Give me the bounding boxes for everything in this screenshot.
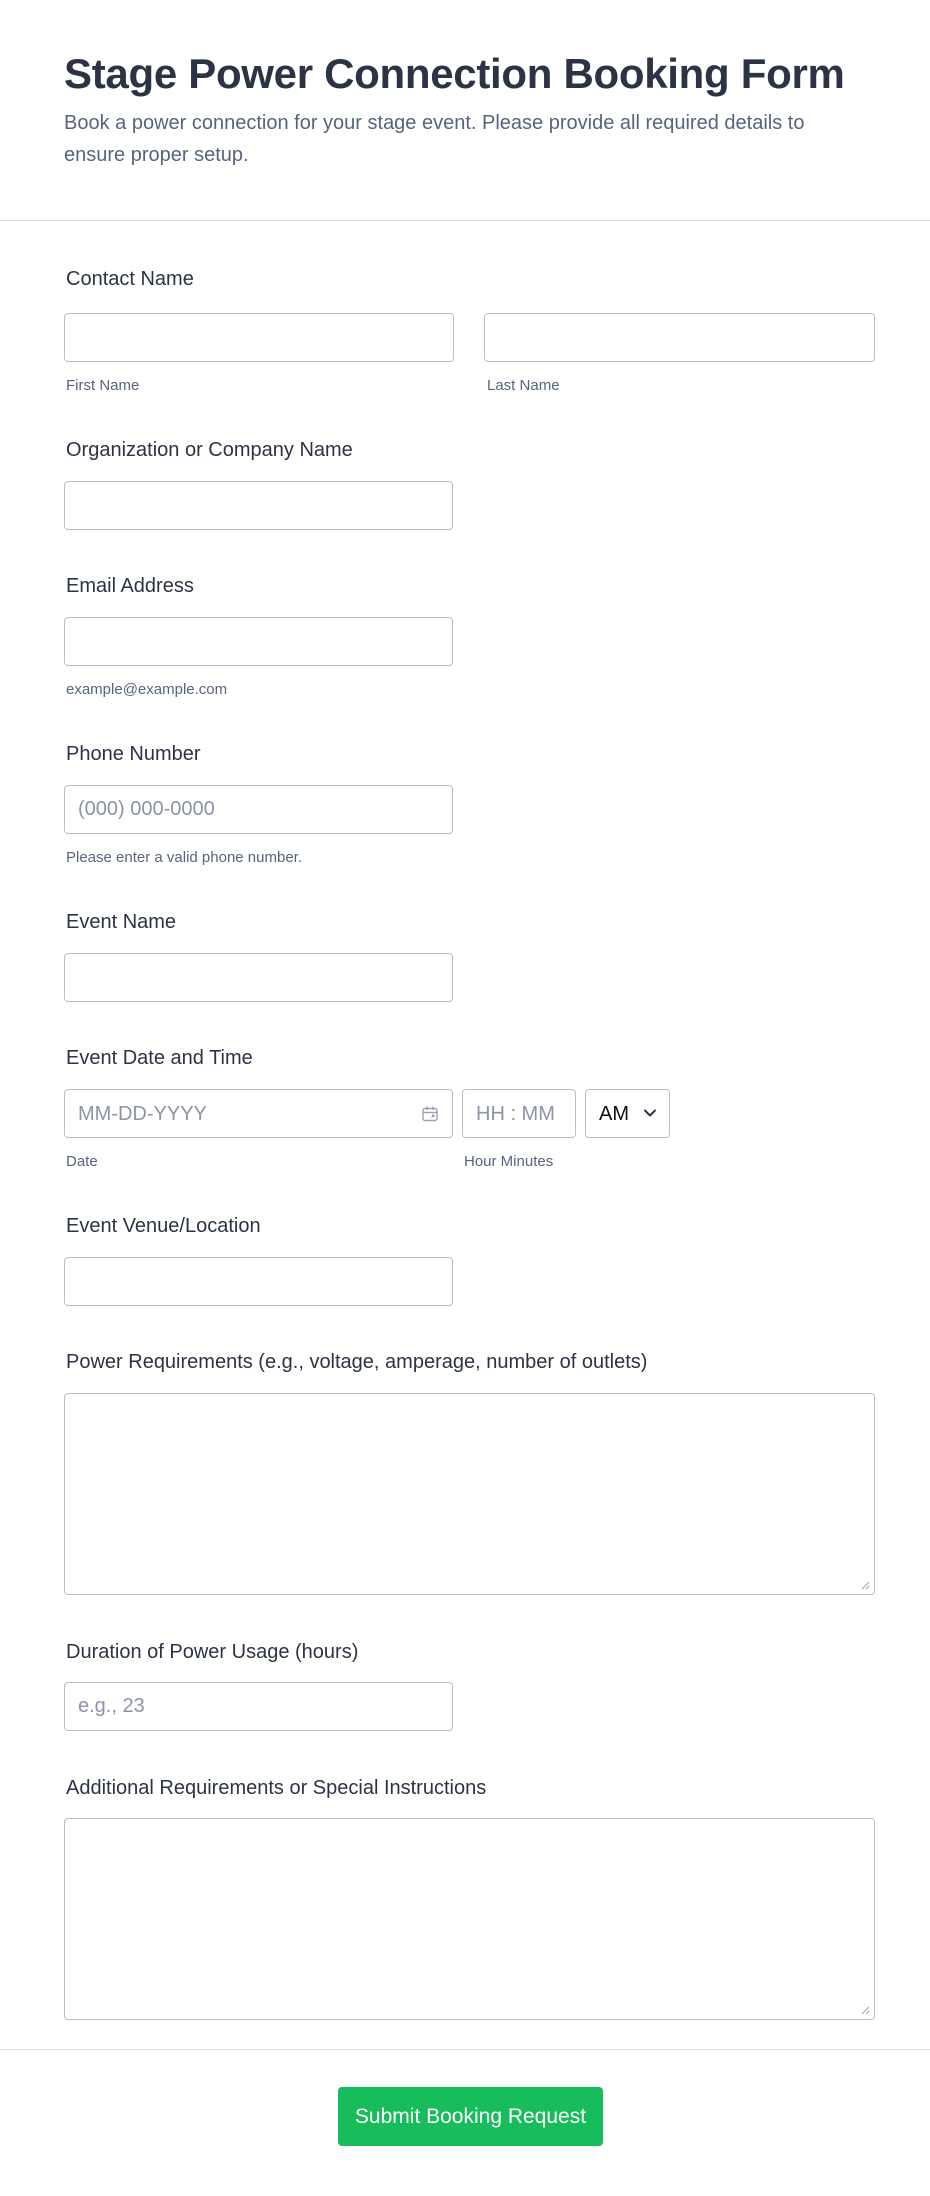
organization-input[interactable] <box>64 481 453 530</box>
time-placeholder: HH : MM <box>476 1103 555 1125</box>
power-requirements-label: Power Requirements (e.g., voltage, amperage, number of outlets) <box>66 1351 648 1373</box>
resize-grip-icon[interactable] <box>860 2005 870 2015</box>
additional-textarea[interactable] <box>64 1818 875 2020</box>
email-sublabel: example@example.com <box>66 681 228 698</box>
additional-label: Additional Requirements or Special Instructions <box>66 1777 487 1799</box>
footer-divider <box>0 2049 930 2050</box>
email-input[interactable] <box>64 617 453 666</box>
first-name-sublabel: First Name <box>66 377 140 394</box>
phone-label: Phone Number <box>66 743 201 765</box>
duration-label: Duration of Power Usage (hours) <box>66 1641 359 1663</box>
email-label: Email Address <box>66 575 194 597</box>
phone-input[interactable] <box>64 785 453 834</box>
form-subtitle: Book a power connection for your stage event. Please provide all required details to ensure proper setup. <box>64 112 805 166</box>
resize-grip-icon[interactable] <box>860 1580 870 1590</box>
event-name-input[interactable] <box>64 953 453 1002</box>
contact-name-label: Contact Name <box>66 268 194 290</box>
first-name-input[interactable] <box>64 313 454 362</box>
chevron-down-icon <box>643 1108 657 1118</box>
event-date-input[interactable] <box>64 1089 453 1138</box>
ampm-select[interactable] <box>585 1089 670 1138</box>
venue-input[interactable] <box>64 1257 453 1306</box>
duration-input[interactable] <box>64 1682 453 1731</box>
form-header <box>0 0 930 221</box>
event-time-input[interactable] <box>462 1089 576 1138</box>
last-name-sublabel: Last Name <box>487 377 560 394</box>
last-name-input[interactable] <box>484 313 875 362</box>
calendar-icon[interactable] <box>421 1105 439 1123</box>
ampm-value: AM <box>599 1103 629 1125</box>
organization-label: Organization or Company Name <box>66 439 353 461</box>
date-placeholder: MM-DD-YYYY <box>78 1103 207 1125</box>
date-sublabel: Date <box>66 1153 98 1170</box>
phone-sublabel: Please enter a valid phone number. <box>66 849 302 866</box>
time-sublabel: Hour Minutes <box>464 1153 554 1170</box>
event-datetime-label: Event Date and Time <box>66 1047 253 1069</box>
event-name-label: Event Name <box>66 911 177 933</box>
form-title: Stage Power Connection Booking Form <box>64 50 845 97</box>
venue-label: Event Venue/Location <box>66 1215 261 1237</box>
power-requirements-textarea[interactable] <box>64 1393 875 1595</box>
submit-button[interactable]: Submit Booking Request <box>338 2087 603 2146</box>
